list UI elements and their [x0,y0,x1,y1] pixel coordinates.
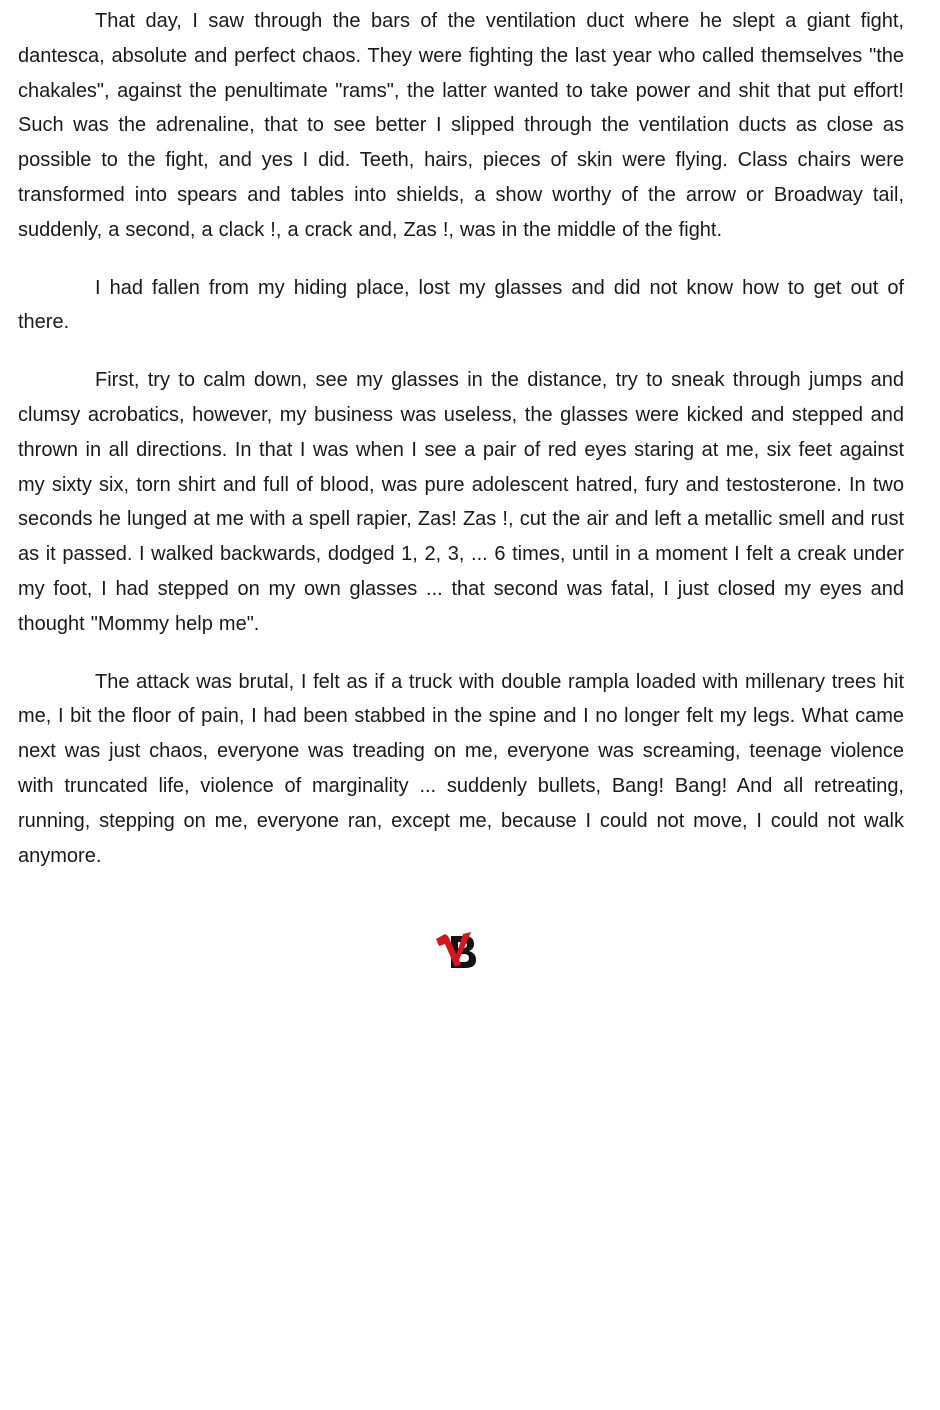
paragraph-3: First, try to calm down, see my glasses in the distance, try to sneak through jumps and clumsy acrobatics, however, my business was useless, the glasses were kicked and stepped and thrown in all directions. In that I was when I see a pair of red eyes staring at me, six feet against my sixty six, torn shirt and full of blood, was pure adolescent hatred, fury and testosterone. In two seconds he lunged at me with a spell rapier, Zas! Zas !, cut the air and left a metallic smell and rust as it passed. I walked backwards, dodged 1, 2, 3, ... 6 times, until in a moment I felt a creak under my foot, I had stepped on my own glasses ... that second was fatal, I just closed my eyes and thought "Mommy help me". [18,369,904,635]
document-page [18,4,904,896]
publisher-logo [433,930,481,972]
paragraph-1: That day, I saw through the bars of the ventilation duct where he slept a giant fight, dantesca, absolute and perfect chaos. They were fighting the last year who called themselves "the chakales", against the penultimate "rams", the latter wanted to take power and shit that put effort! Such was the adrenaline, that to see better I slipped through the ventilation ducts as close as possible to the fight, and yes I did. Teeth, hairs, pieces of skin were flying. Class chairs were transformed into spears and tables into shields, a show worthy of the arrow or Broadway tail, suddenly, a second, a clack !, a crack and, Zas !, was in the middle of the fight. [18,10,904,241]
paragraph-2: I had fallen from my hiding place, lost my glasses and did not know how to get out of there. [18,276,904,334]
logo-icon [433,930,481,972]
paragraph-4: The attack was brutal, I felt as if a truck with double rampla loaded with millenary trees hit me, I bit the floor of pain, I had been stabbed in the spine and I no longer felt my legs. What came next was just chaos, everyone was treading on me, everyone was screaming, teenage violence with truncated life, violence of marginality ... suddenly bullets, Bang! Bang! And all retreating, running, stepping on me, everyone ran, except me, because I could not move, I could not walk anymore. [18,670,904,867]
